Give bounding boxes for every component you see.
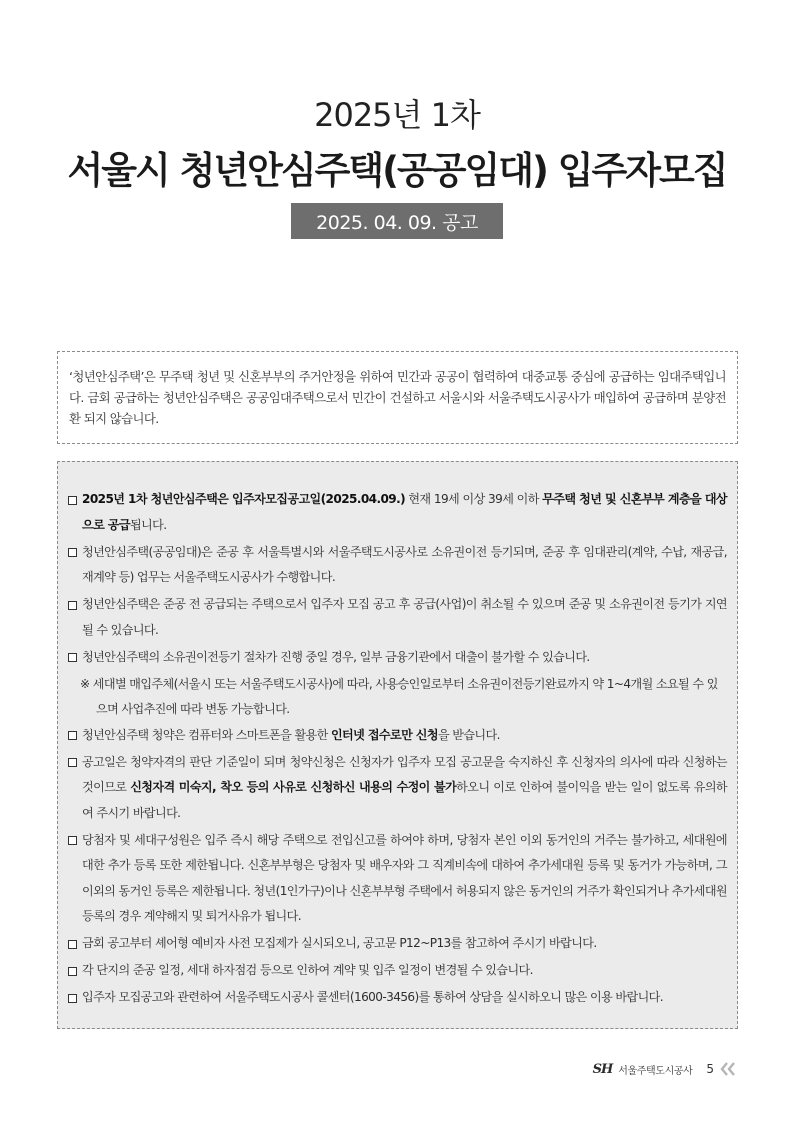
notice-item-8 bbox=[68, 931, 727, 957]
checkbox-bullet-icon bbox=[68, 548, 77, 557]
checkbox-bullet-icon bbox=[68, 601, 77, 610]
notice-item-4 bbox=[68, 645, 727, 671]
notice-item-1-text-1: 현재 19세 이상 39세 이하 bbox=[405, 492, 543, 506]
notice-item-10 bbox=[68, 985, 727, 1011]
sh-logo: SH bbox=[592, 1061, 613, 1077]
checkbox-bullet-icon bbox=[68, 836, 77, 845]
page-number: 5 bbox=[706, 1062, 714, 1076]
title-year-round: 2025년 1차 bbox=[314, 96, 480, 134]
page-footer bbox=[593, 1058, 736, 1080]
checkbox-bullet-icon bbox=[68, 758, 77, 767]
notice-item-3-text: 청년안심주택은 준공 전 공급되는 주택으로서 입주자 모집 공고 후 공급(사업)이 취소될 수 있으며 준공 및 소유권이전 등기가 지연될 수 있습니다. bbox=[82, 597, 727, 637]
notice-item-3 bbox=[68, 592, 727, 643]
notice-item-9-text: 각 단지의 준공 일정, 세대 하자점검 등으로 인하여 계약 및 입주 일정이 변경될 수 있습니다. bbox=[82, 963, 533, 977]
notice-item-7-text: 당첨자 및 세대구성원은 입주 즉시 해당 주택으로 전입신고를 하여야 하며, 당첨자 본인 이외 동거인의 거주는 불가하고, 세대원에 대한 추가 등록 또한 제한됩니다. 신혼부부형은 당첨자 및 배우자와 그 직계비속에 대하여 추가세대원 등록 및 동거가 가능하며, 그 이외의 동거인 등록은 제한됩니다. 청년(1인가구)이나 신혼부부형 주택에서 허용되지 않은 동거인의 거주가 확인되거나 추가세대원 등록의 경우 계약해지 및 퇴거사유가 됩니다. bbox=[82, 832, 727, 923]
announcement-date-badge: 2025. 04. 09. 공고 bbox=[291, 203, 503, 239]
notice-item-5 bbox=[68, 723, 727, 749]
notice-item-8-text: 금회 공고부터 셰어형 예비자 사전 모집제가 실시되오니, 공고문 P12~P13를 참고하여 주시기 바랍니다. bbox=[82, 936, 597, 950]
checkbox-bullet-icon bbox=[68, 496, 77, 505]
notice-box bbox=[57, 461, 738, 1029]
intro-text: ‘청년안심주택’은 무주택 청년 및 신혼부부의 주거안정을 위하여 민간과 공공이 협력하여 대중교통 중심에 공급하는 임대주택입니다. 금회 공급하는 청년안심주택은 공공임대주택으로서 민간이 건설하고 서울시와 서울주택도시공사가 매입하여 공급하며 분양전환 되지 않습니다. bbox=[69, 369, 726, 426]
notice-item-7 bbox=[68, 828, 727, 930]
footer-org-name: 서울주택도시공사 bbox=[618, 1065, 693, 1077]
notice-item-5-bold: 인터넷 접수로만 신청 bbox=[330, 727, 438, 742]
notice-item-10-text: 입주자 모집공고와 관련하여 서울주택도시공사 콜센터(1600-3456)를 통하여 상담을 실시하오니 많은 이용 바랍니다. bbox=[82, 990, 663, 1004]
notice-item-6 bbox=[68, 750, 727, 827]
notice-item-2-text: 청년안심주택(공공임대)은 준공 후 서울특별시와 서울주택도시공사로 소유권이전 등기되며, 준공 후 임대관리(계약, 수납, 재공급, 재계약 등) 업무는 서울주택도시공사가 수행합니다. bbox=[82, 544, 727, 584]
notice-item-2 bbox=[68, 540, 727, 591]
notice-item-1-text-2: 됩니다. bbox=[129, 517, 167, 532]
notice-item-6-bold: 신청자격 미숙지, 착오 등의 사유로 신청하신 내용의 수정이 불가 bbox=[130, 780, 457, 794]
notice-item-1-bold-1: 2025년 1차 청년안심주택은 입주자모집공고일(2025.04.09.) bbox=[82, 492, 405, 506]
notice-item-1 bbox=[68, 487, 727, 538]
checkbox-bullet-icon bbox=[68, 653, 77, 662]
notice-item-5-text-1: 청년안심주택 청약은 컴퓨터와 스마트폰을 활용한 bbox=[82, 727, 331, 742]
page-title: 서울시 청년안심주택(공공임대) 입주자모집 bbox=[67, 149, 727, 192]
notice-item-1-bold-2: 무주택 청년 및 신혼부부 계층을 대상으로 공급 bbox=[82, 492, 727, 532]
double-chevron-left-icon bbox=[720, 1062, 736, 1076]
checkbox-bullet-icon bbox=[68, 967, 77, 976]
checkbox-bullet-icon bbox=[68, 731, 77, 740]
intro-box bbox=[57, 351, 738, 444]
notice-item-6-text-1: 공고일은 청약자격의 판단 기준일이 되며 청약신청은 신청자가 입주자 모집 공고문을 숙지하신 후 신청자의 의사에 따라 신청하는 것이므로 bbox=[82, 754, 727, 794]
notice-item-4-note: ※ 세대별 매입주체(서울시 또는 서울주택도시공사)에 따라, 사용승인일로부터 소유권이전등기완료까지 약 1~4개월 소요될 수 있으며 사업추진에 따라 변동 가능합니다. bbox=[80, 676, 718, 716]
checkbox-bullet-icon bbox=[68, 994, 77, 1003]
notice-item-6-text-2: 하오니 이로 인하여 불이익을 받는 일이 없도록 유의하여 주시기 바랍니다. bbox=[82, 780, 728, 820]
notice-item-5-text-2: 을 받습니다. bbox=[437, 727, 500, 742]
notice-item-9 bbox=[68, 958, 727, 984]
notice-item-4-text: 청년안심주택의 소유권이전등기 절차가 진행 중일 경우, 일부 금융기관에서 대출이 불가할 수 있습니다. bbox=[82, 649, 590, 664]
checkbox-bullet-icon bbox=[68, 940, 77, 949]
